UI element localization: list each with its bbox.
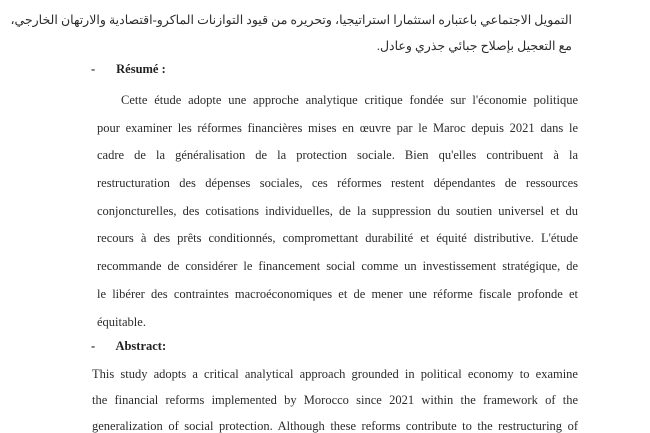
resume-line: équitable. bbox=[97, 314, 146, 329]
resume-line: recours à des prêts conditionnés, compromettant durabilité et équité distributive. L'étude bbox=[97, 231, 578, 246]
abstract-heading bbox=[91, 339, 166, 354]
resume-line: cadre de la généralisation de la protection sociale. Bien qu'elles contribuent à la bbox=[97, 148, 578, 163]
abstract-heading-text: Abstract: bbox=[115, 339, 167, 353]
resume-heading bbox=[91, 62, 166, 77]
resume-line: le libérer des contraintes macroéconomiques et de mener une réforme fiscale profonde et bbox=[97, 286, 578, 301]
abstract-line: generalization of social protection. Although these reforms contribute to the restructuring of bbox=[92, 419, 578, 433]
resume-line: restructuration des dépenses sociales, ces réformes restent dépendantes de ressources bbox=[97, 176, 578, 191]
arabic-text-line: مع التعجيل بإصلاح جبائي جذري وعادل. bbox=[376, 39, 572, 53]
abstract-line: This study adopts a critical analytical approach grounded in political economy to examine bbox=[92, 367, 578, 381]
resume-line: Cette étude adopte une approche analytique critique fondée sur l'économie politique bbox=[121, 93, 578, 107]
resume-line: conjoncturelles, des cotisations individuelles, de la suppression du soutien universel et du bbox=[97, 203, 578, 218]
abstract-line: the financial reforms implemented by Morocco since 2021 within the framework of the bbox=[92, 393, 578, 407]
resume-line: pour examiner les réformes financières mises en œuvre par le Maroc depuis 2021 dans le bbox=[97, 120, 578, 135]
abstract-bullet: - bbox=[91, 339, 96, 353]
resume-paragraph bbox=[97, 87, 578, 336]
arabic-text-line: التمويل الاجتماعي باعتباره استثمارا استراتيجيا، وتحريره من قيود التوازنات الماكرو-اقتصادية والارتهان الخارجي، bbox=[10, 13, 572, 27]
resume-heading-text: Résumé : bbox=[116, 62, 166, 76]
resume-bullet: - bbox=[91, 62, 96, 76]
resume-line: recommande de considérer le financement social comme un investissement stratégique, de bbox=[97, 259, 578, 274]
abstract-paragraph bbox=[92, 361, 578, 433]
